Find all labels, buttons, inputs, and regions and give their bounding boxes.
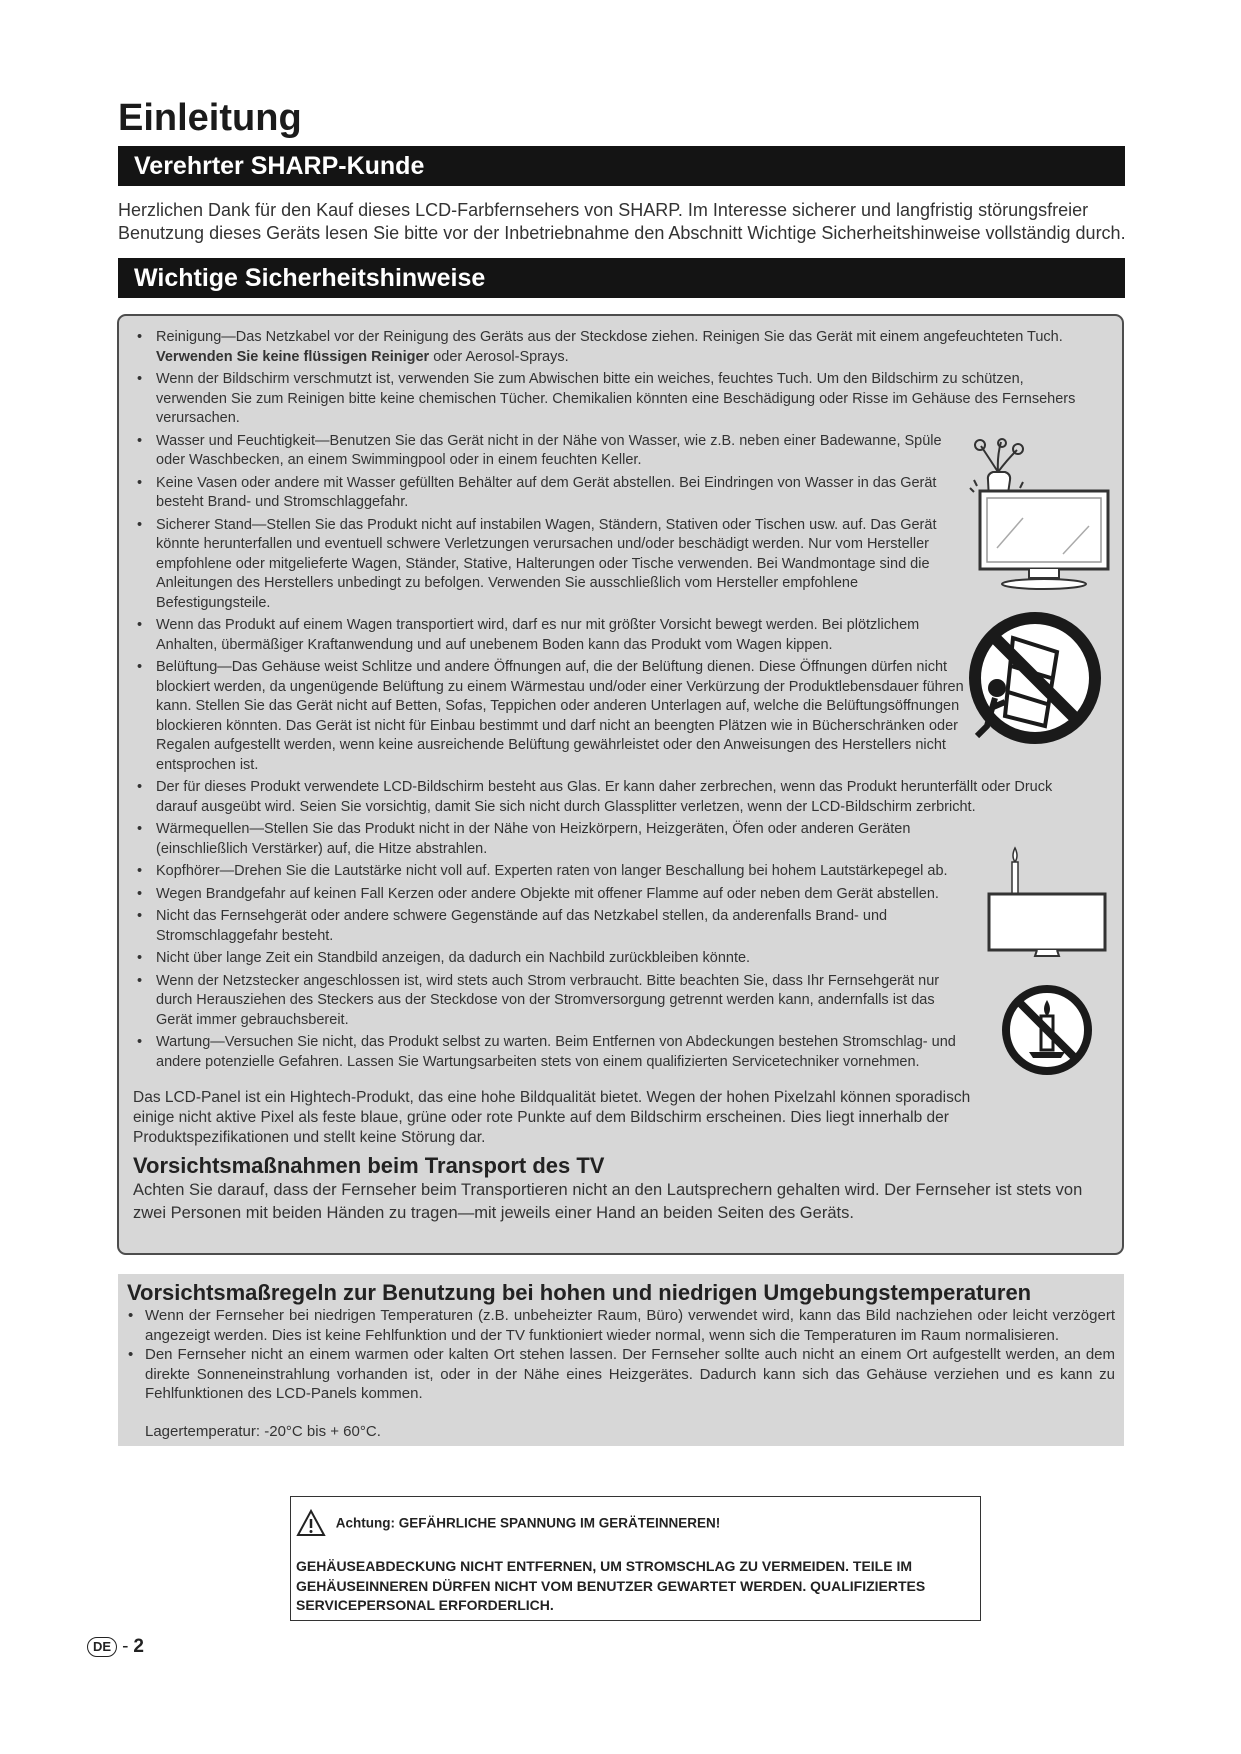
language-badge: DE [87, 1637, 117, 1657]
electric-shock-warning-box [290, 1496, 981, 1621]
safety-list [137, 328, 1097, 1075]
page-number: 2 [133, 1636, 144, 1657]
safety-item-cleaning [137, 328, 1097, 367]
safety-item-still-image: • Nicht über lange Zeit ein Standbild anzeigen, da dadurch ein Nachbild zurückbleiben könnte. [137, 949, 968, 969]
safety-item-service: • Wartung—Versuchen Sie nicht, das Produkt selbst zu warten. Beim Entfernen von Abdeckungen bestehen Stromschlag- und andere potenzielle Gefahren. Lassen Sie Wartungsarbeiten stets von einem qualifizierten Servicetechniker vornehmen. [137, 1033, 968, 1072]
transport-heading: Vorsichtsmaßnahmen beim Transport des TV [133, 1153, 605, 1178]
temperature-item-low: • Wenn der Fernseher bei niedrigen Temperaturen (z.B. unbeheizter Raum, Büro) verwendet wird, kann das Bild nachziehen oder leicht verzögert angezeigt werden. Dies ist keine Fehlfunktion und der TV funktioniert wieder normal, wenn sich die Temperaturen im Raum normalisieren. [128, 1306, 1115, 1345]
candle-on-tv-icon [985, 842, 1109, 960]
footer-separator: - [122, 1636, 129, 1657]
warning-label: Achtung: GEFÄHRLICHE SPANNUNG IM GERÄTEINNEREN! [335, 1515, 721, 1531]
safety-item-screen-cleaning: • Wenn der Bildschirm verschmutzt ist, verwenden Sie zum Abwischen bitte ein weiches, feuchtes Tuch. Um den Bildschirm zu schützen, verwenden Sie zum Reinigen bitte keine chemischen Tücher. Chemikalien könnten eine Beschädigung oder Risse im Gehäuse des Fernsehers verursachen. [137, 370, 1097, 429]
safety-item-vases: • Keine Vasen oder andere mit Wasser gefüllten Behälter auf dem Gerät abstellen. Bei Eindringen von Wasser in das Gerät besteht Brand- und Stromschlaggefahr. [137, 474, 968, 513]
warning-body: GEHÄUSEABDECKUNG NICHT ENTFERNEN, UM STROMSCHLAG ZU VERMEIDEN. TEILE IM GEHÄUSEINNEREN DÜRFEN NICHT VOM BENUTZER GEWARTET WERDEN. QUALIFIZIERTES SERVICEPERSONAL ERFORDERLICH. [296, 1558, 926, 1613]
temperature-precautions-panel [118, 1274, 1124, 1446]
safety-item-water: • Wasser und Feuchtigkeit—Benutzen Sie das Gerät nicht in der Nähe von Wasser, wie z.B. neben einer Badewanne, Spüle oder Waschbecken, an einem Swimmingpool oder in einem feuchten Keller. [137, 432, 968, 471]
item-text: Reinigung—Das Netzkabel vor der Reinigung des Geräts aus der Steckdose ziehen. Reinigen Sie das Gerät mit einem angefeuchteten Tuch. [156, 329, 1063, 345]
transport-text: Achten Sie darauf, dass der Fernseher beim Transportieren nicht an den Lautsprechern gehalten wird. Der Fernseher ist stets von zwei Personen mit beiden Händen zu tragen—mit jeweils einer Hand an beiden Seiten des Geräts. [133, 1181, 1083, 1222]
storage-temperature: Lagertemperatur: -20°C bis + 60°C. [145, 1423, 381, 1440]
safety-item-candles: • Wegen Brandgefahr auf keinen Fall Kerzen oder andere Objekte mit offener Flamme auf oder neben dem Gerät abstellen. [137, 885, 968, 905]
warning-header [296, 1509, 720, 1537]
section-heading: Verehrter SHARP-Kunde [134, 152, 425, 180]
section-header-dear-customer [118, 146, 1125, 186]
page-title: Einleitung [118, 97, 302, 139]
item-text: oder Aerosol-Sprays. [429, 348, 569, 365]
safety-item-headphones: • Kopfhörer—Drehen Sie die Lautstärke nicht voll auf. Experten raten von langer Beschallung bei hohem Lautstärkepegel ab. [137, 862, 968, 882]
no-open-flame-icon [999, 982, 1095, 1078]
intro-text: Herzlichen Dank für den Kauf dieses LCD-Farbfernsehers von SHARP. Im Interesse sicherer und langfristig störungsfreier Benutzung dieses Geräts lesen Sie bitte vor der Inbetriebnahme den Abschnitt Wichtige Sicherheitshinweise vollständig durch. [118, 200, 1126, 243]
temperature-item-hot-cold: • Den Fernseher nicht an einem warmen oder kalten Ort stehen lassen. Der Fernseher sollte auch nicht an einem Ort aufgestellt werden, an dem direkte Sonneneinstrahlung vorhanden ist, oder in der Nähe eines Heizgerätes. Dadurch kann sich das Gehäuse verziehen und es kann zu Fehlfunktionen des LCD-Panels kommen. [128, 1345, 1115, 1404]
section-header-safety [118, 258, 1125, 298]
lcd-panel-note: Das LCD-Panel ist ein Hightech-Produkt, das eine hohe Bildqualität bietet. Wegen der hohen Pixelzahl können sporadisch einige nicht aktive Pixel als feste blaue, grüne oder rote Punkte auf dem Bildschirm erscheinen. Dies liegt innerhalb der Produktspezifikationen und stellt keine Störung dar. [133, 1089, 971, 1146]
safety-item-stable-placement: • Sicherer Stand—Stellen Sie das Produkt nicht auf instabilen Wagen, Ständern, Stativen oder Tischen usw. auf. Das Gerät könnte herunterfallen und eventuell schwere Verletzungen verursachen und/oder beschädigt werden. Nur vom Hersteller empfohlene oder mitgelieferte Wagen, Ständer, Stative, Halterungen oder Tische verwenden. Bei Wandmontage sind die Anleitungen des Herstellers unbedingt zu befolgen. Verwenden Sie ausschließlich vom Hersteller empfohlene Befestigungsteile. [137, 516, 968, 614]
warning-triangle-icon [296, 1509, 326, 1537]
no-cart-tipping-icon [965, 608, 1105, 748]
safety-item-heat-sources: • Wärmequellen—Stellen Sie das Produkt nicht in der Nähe von Heizkörpern, Heizgeräten, Öfen oder anderen Geräten (einschließlich Verstärker) auf, die Hitze abstrahlen. [137, 820, 968, 859]
safety-item-glass: • Der für dieses Produkt verwendete LCD-Bildschirm besteht aus Glas. Er kann daher zerbrechen, wenn das Produkt herunterfällt oder Druck darauf ausgeübt wird. Seien Sie vorsichtig, damit Sie sich nicht durch Glassplitter verletzen, wenn der LCD-Bildschirm zerbricht. [137, 778, 1097, 817]
safety-item-power-plug: • Wenn der Netzstecker angeschlossen ist, wird stets auch Strom verbraucht. Bitte beachten Sie, dass Ihr Fernsehgerät nur durch Herausziehen des Steckers aus der Steckdose von der Stromversorgung getrennt werden kann, andernfalls ist das Gerät immer gebrauchsbereit. [137, 972, 968, 1031]
temperature-heading: Vorsichtsmaßregeln zur Benutzung bei hohen und niedrigen Umgebungstemperaturen [127, 1280, 1032, 1305]
safety-item-cart: • Wenn das Produkt auf einem Wagen transportiert wird, darf es nur mit größter Vorsicht bewegt werden. Bei plötzlichem Anhalten, übermäßiger Kraftanwendung und auf unebenem Boden kann das Produkt vom Wagen kippen. [137, 616, 978, 655]
item-emphasis: Verwenden Sie keine flüssigen Reiniger [156, 348, 430, 365]
section-heading: Wichtige Sicherheitshinweise [134, 264, 486, 292]
temperature-list [128, 1306, 1115, 1404]
page-footer [87, 1636, 144, 1658]
safety-instructions-panel [117, 314, 1124, 1255]
safety-item-ventilation: • Belüftung—Das Gehäuse weist Schlitze und andere Öffnungen auf, die der Belüftung dienen. Diese Öffnungen dürfen nicht blockiert werden, da ungenügende Belüftung zu einem Wärmestau und/oder einer Verkürzung der Produktlebensdauer führen kann. Stellen Sie das Gerät nicht auf Betten, Sofas, Teppichen oder anderen Unterlagen auf, welche die Belüftungsöffnungen blockieren könnten. Das Gerät ist nicht für Einbau bestimmt und darf nicht an beengten Plätzen wie in Bücherschränken oder Regalen aufgestellt werden, wenn keine ausreichende Belüftung gewährleistet oder den Anweisungen des Herstellers nicht entsprochen ist. [137, 658, 978, 775]
tv-icon [977, 488, 1113, 592]
safety-item-power-cord: • Nicht das Fernsehgerät oder andere schwere Gegenstände auf das Netzkabel stellen, da anderenfalls Brand- und Stromschlaggefahr besteht. [137, 907, 968, 946]
